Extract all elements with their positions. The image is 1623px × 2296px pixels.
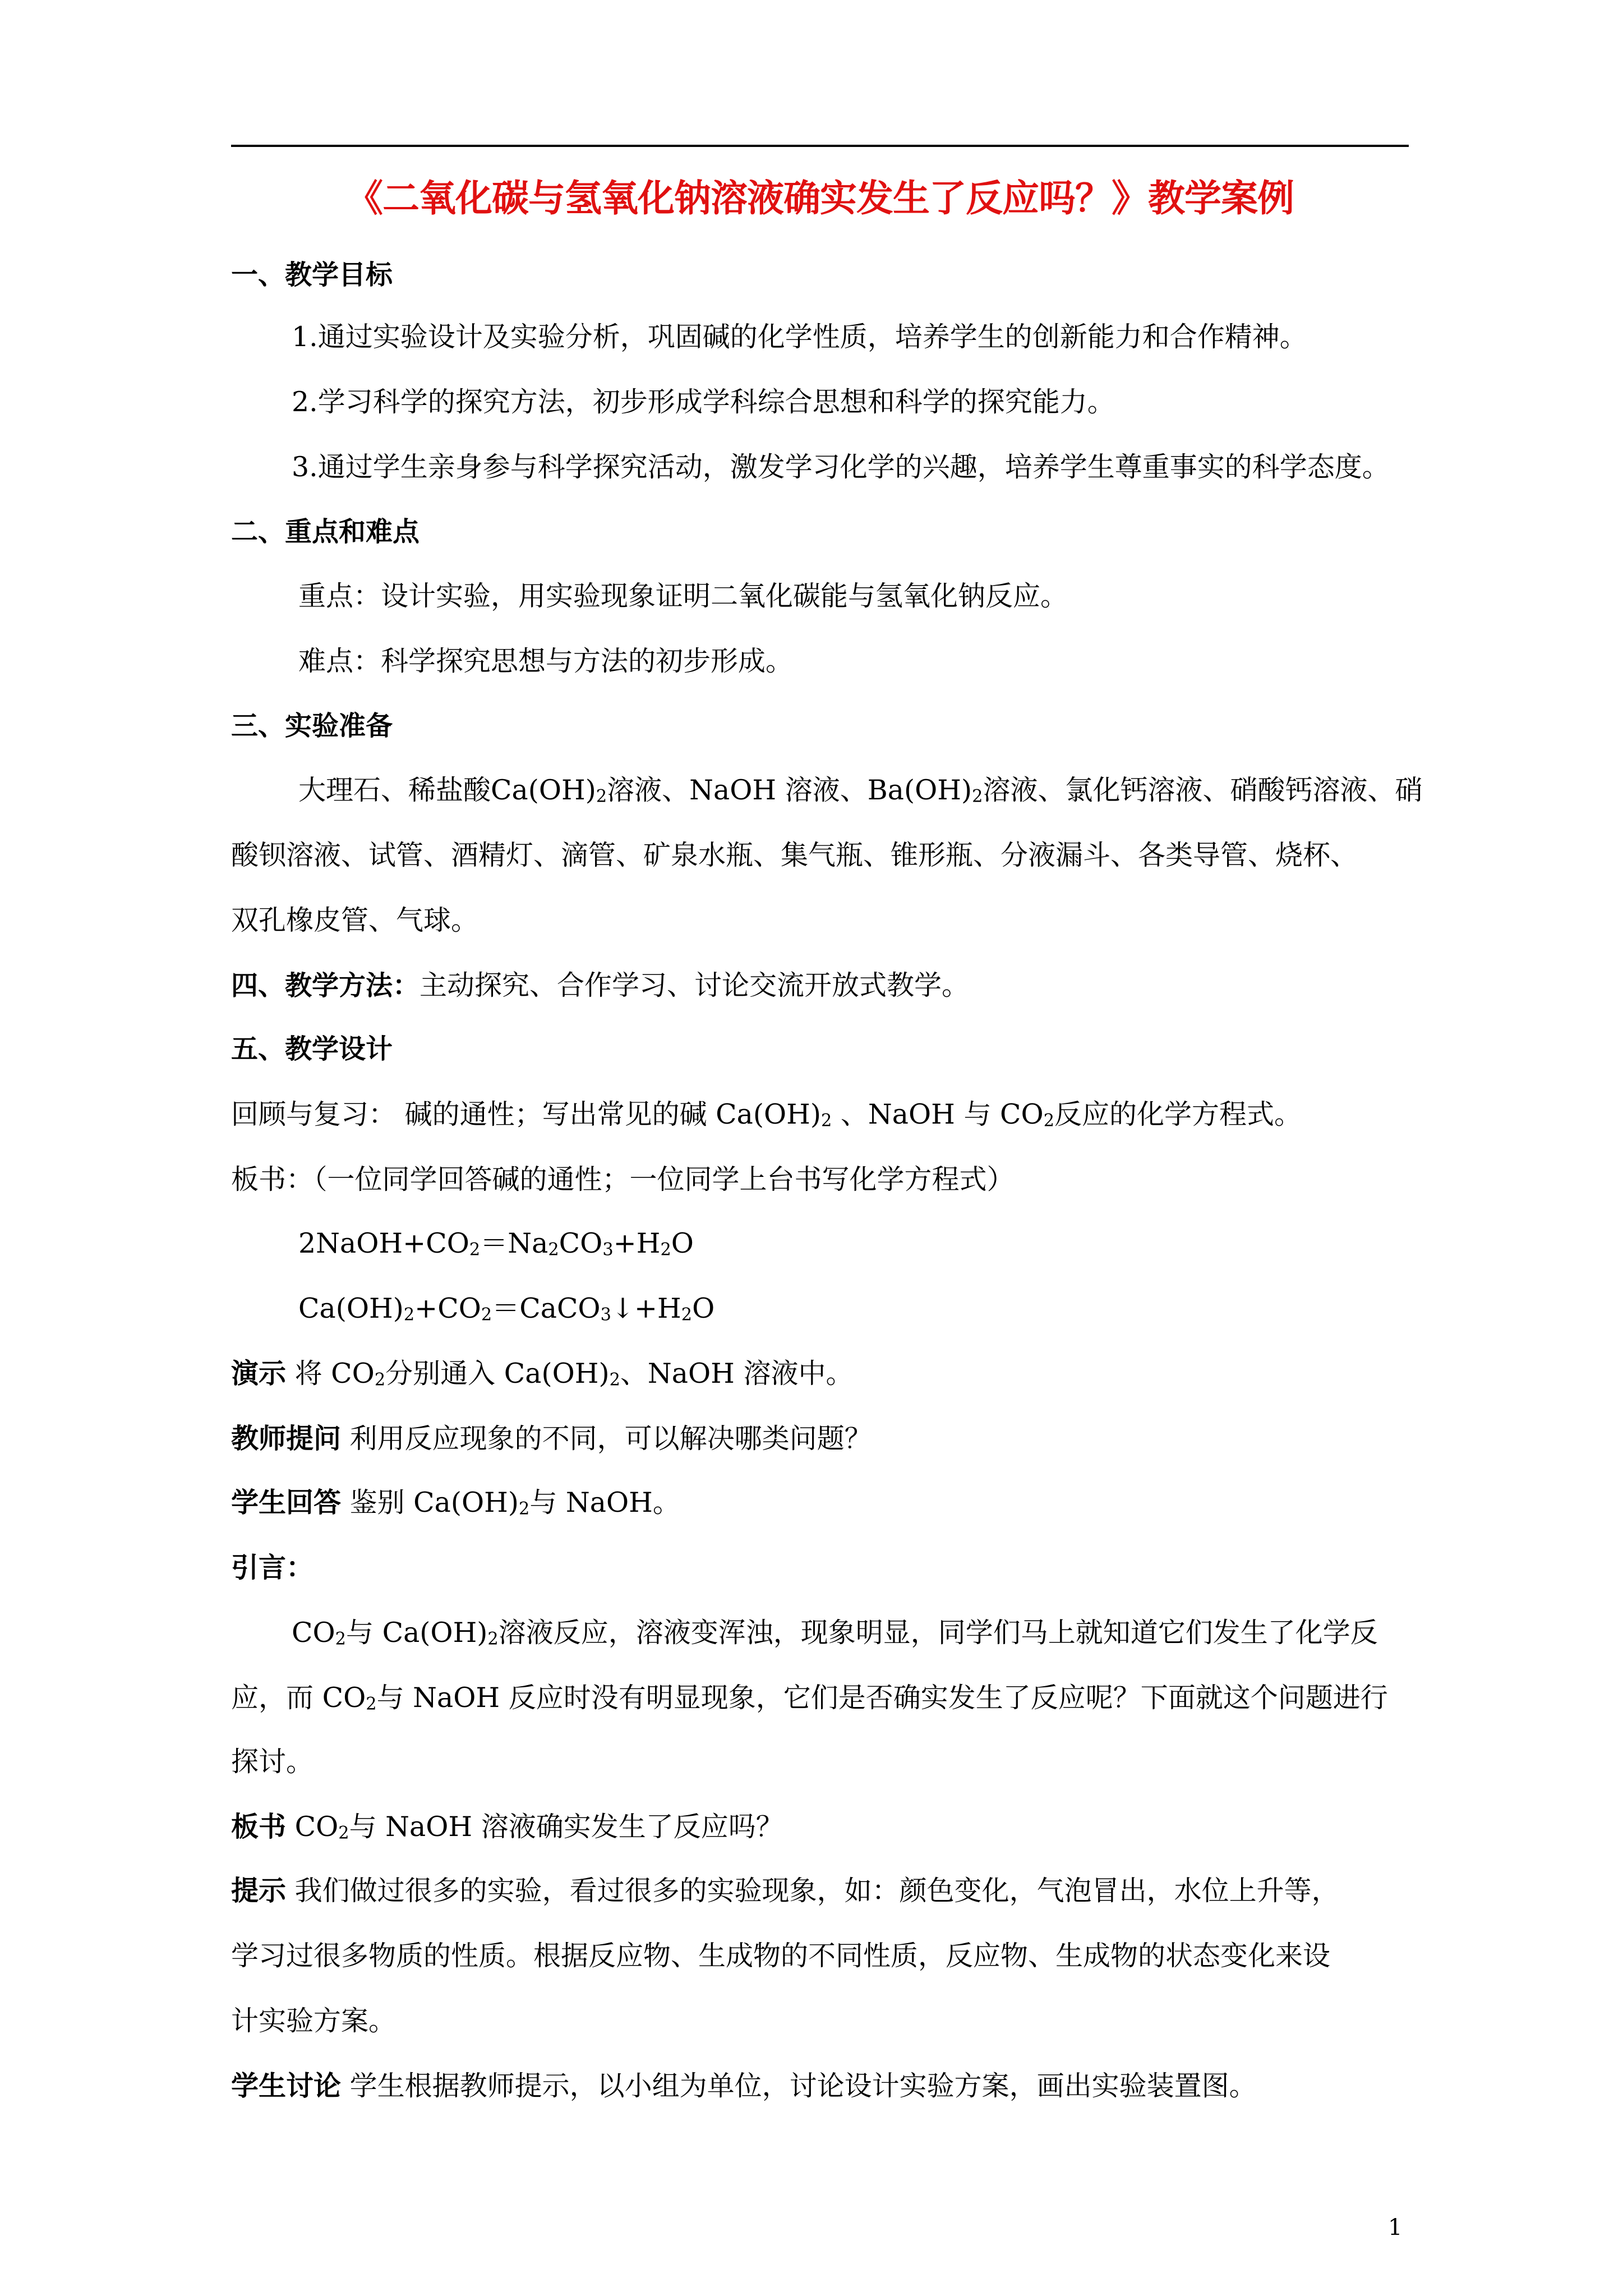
section-heading-method: 四、教学方法： [231, 970, 420, 1001]
equation-2: $Ca(OH)_2+CO_2=CaCO_3↓+H_2O$ [298, 1292, 715, 1325]
preparation-line-1: 大理石、稀盐酸$Ca(OH)_2$溶液、NaOH 溶液、$Ba(OH)_2$溶液、氯化钙溶液、硝酸钙溶液、硝 [298, 774, 1423, 807]
preparation-line-3: 双孔橡皮管、气球。 [231, 904, 479, 936]
section-heading-key-points: 二、重点和难点 [231, 516, 420, 547]
section-heading-design: 五、教学设计 [231, 1033, 393, 1065]
key-point-text: 重点：设计实验，用实验现象证明二氧化碳能与氢氧化钠反应。 [298, 580, 1068, 612]
hint-line-1: 提示 我们做过很多的实验，看过很多的实验现象，如：颜色变化，气泡冒出，水位上升等， [231, 1875, 1339, 1907]
board-note-2: 板书 $CO_2$与 NaOH 溶液确实发生了反应吗？ [231, 1811, 783, 1843]
hint-line-2: 学习过很多物质的性质。根据反应物、生成物的不同性质，反应物、生成物的状态变化来设 [231, 1940, 1331, 1972]
teaching-method-line: 四、教学方法：主动探究、合作学习、讨论交流开放式教学。 [231, 969, 970, 1001]
objective-item-2: 2.学习科学的探究方法，初步形成学科综合思想和科学的探究能力。 [292, 386, 1115, 418]
hint-line-3: 计实验方案。 [231, 2005, 396, 2037]
objective-item-3: 3.通过学生亲身参与科学探究活动，激发学习化学的兴趣，培养学生尊重事实的科学态度。 [292, 451, 1390, 483]
student-answer-line: 学生回答 鉴别 $Ca(OH)_2$与 NaOH。 [231, 1487, 680, 1519]
introduction-line-1: $CO_2$与 $Ca(OH)_2$溶液反应，溶液变浑浊，现象明显，同学们马上就知道它们发生了化学反 [292, 1617, 1378, 1649]
student-discussion-line: 学生讨论 学生根据教师提示，以小组为单位，讨论设计实验方案，画出实验装置图。 [231, 2070, 1257, 2102]
review-line: 回顾与复习： 碱的通性；写出常见的碱 $Ca(OH)_2$ 、NaOH 与 $CO_2$反应的化学方程式。 [231, 1098, 1302, 1131]
board-note-1: 板书：（一位同学回答碱的通性；一位同学上台书写化学方程式） [231, 1163, 1015, 1195]
section-heading-objectives: 一、教学目标 [231, 259, 393, 291]
introduction-label: 引言： [231, 1552, 314, 1584]
objective-item-1: 1.通过实验设计及实验分析，巩固碱的化学性质，培养学生的创新能力和合作精神。 [292, 321, 1307, 353]
document-title: 《二氧化碳与氢氧化钠溶液确实发生了反应吗？》教学案例 [346, 177, 1294, 220]
introduction-line-3: 探讨。 [231, 1746, 314, 1778]
equation-1: $2NaOH+CO_2=Na_2CO_3+H_2O$ [298, 1227, 694, 1260]
page-number: 1 [1388, 2215, 1403, 2240]
header-rule [231, 145, 1409, 147]
difficulty-text: 难点：科学探究思想与方法的初步形成。 [298, 645, 794, 677]
demonstration-line: 演示 将 $CO_2$分别通入 $Ca(OH)_2$、NaOH 溶液中。 [231, 1358, 854, 1390]
section-heading-preparation: 三、实验准备 [231, 710, 393, 742]
introduction-line-2: 应，而 $CO_2$与 NaOH 反应时没有明显现象，它们是否确实发生了反应呢？下面就这个问题进行 [231, 1682, 1388, 1714]
preparation-line-2: 酸钡溶液、试管、酒精灯、滴管、矿泉水瓶、集气瓶、锥形瓶、分液漏斗、各类导管、烧杯、 [231, 839, 1358, 871]
teacher-question-line: 教师提问 利用反应现象的不同，可以解决哪类问题？ [231, 1423, 872, 1455]
